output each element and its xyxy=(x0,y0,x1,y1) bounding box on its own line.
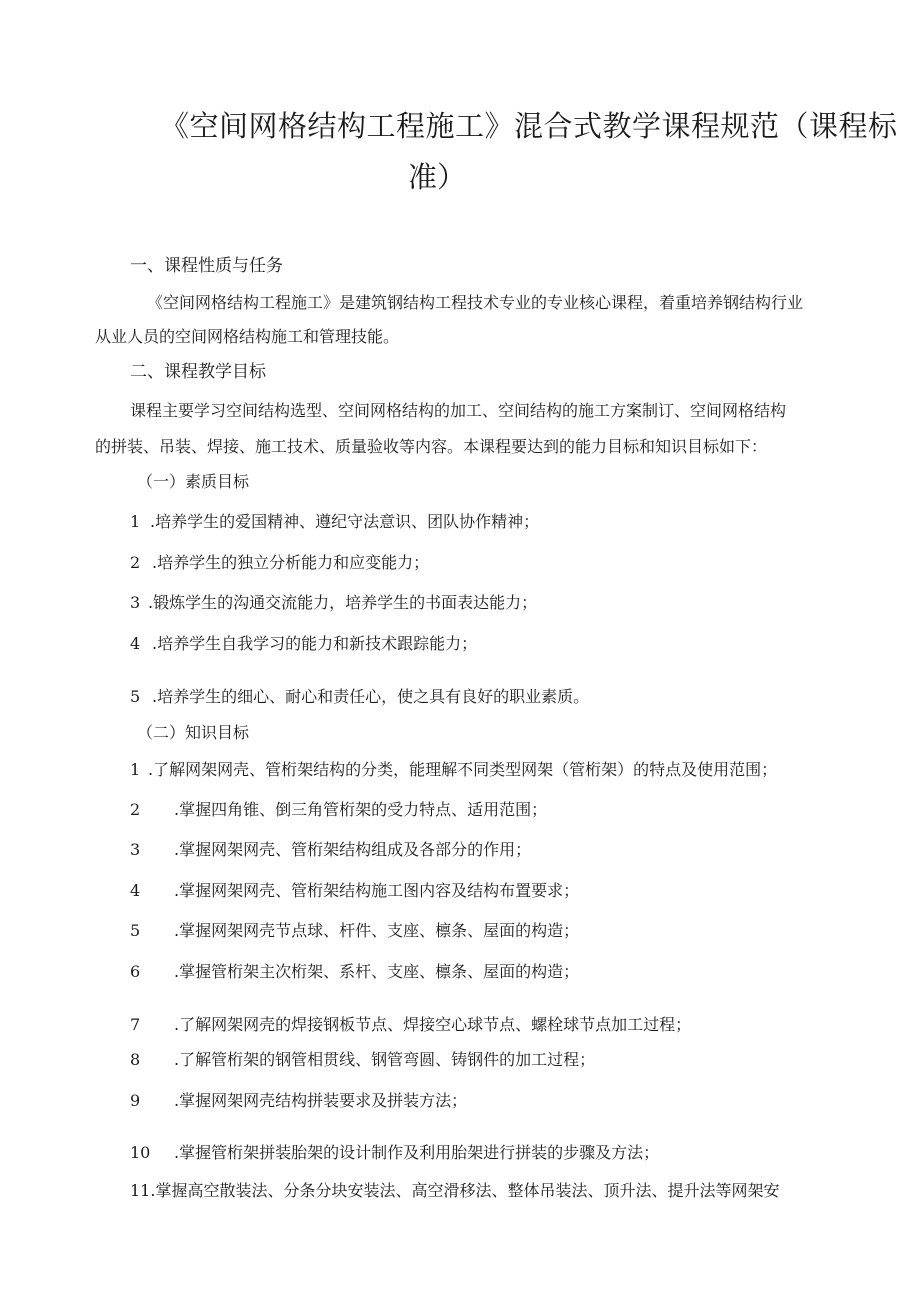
paragraph-objectives-line2: 的拼装、吊装、焊接、施工技术、质量验收等内容。本课程要达到的能力目标和知识目标如下： xyxy=(95,437,768,456)
list-item xyxy=(130,881,579,901)
list-item-number: 2 xyxy=(130,553,141,572)
list-item-text: .了解管桁架的钢管相贯线、钢管弯圆、铸钢件的加工过程； xyxy=(174,1050,596,1069)
paragraph-nature-line1: 《空间网格结构工程施工》是建筑钢结构工程技术专业的专业核心课程，着重培养钢结构行业 xyxy=(147,293,804,312)
list-item-number: 1 xyxy=(130,760,141,779)
list-item xyxy=(130,1015,691,1035)
list-item-text: .掌握网架网壳结构拼装要求及拼装方法； xyxy=(174,1091,468,1110)
list-item-text: .了解网架网壳、管桁架结构的分类，能理解不同类型网架（管桁架）的特点及使用范围； xyxy=(148,760,778,779)
list-item-number: 7 xyxy=(130,1015,141,1034)
list-item-number: 3 xyxy=(130,840,141,859)
list-item xyxy=(130,1050,595,1070)
list-item-text: .培养学生的细心、耐心和责任心，使之具有良好的职业素质。 xyxy=(152,687,590,706)
list-item xyxy=(130,800,547,820)
list-item-text: .掌握网架网壳、管桁架结构施工图内容及结构布置要求； xyxy=(174,881,580,900)
list-item xyxy=(130,760,777,780)
list-item-number: 6 xyxy=(130,962,141,981)
section-heading-nature: 一、课程性质与任务 xyxy=(130,256,283,276)
subheading-quality-goals: （一）素质目标 xyxy=(137,472,250,491)
list-item-text: .掌握网架网壳、管桁架结构组成及各部分的作用； xyxy=(174,840,532,859)
list-item-number: 4 xyxy=(130,634,141,653)
list-item xyxy=(130,962,579,982)
list-item-number: 10 xyxy=(130,1143,151,1162)
list-item-text: .培养学生自我学习的能力和新技术跟踪能力； xyxy=(152,634,478,653)
list-item-number: 11. xyxy=(130,1181,156,1200)
list-item-number: 4 xyxy=(130,881,141,900)
subheading-knowledge-goals: （二）知识目标 xyxy=(137,723,250,742)
list-item-number: 9 xyxy=(130,1091,141,1110)
list-item xyxy=(130,634,477,654)
list-item xyxy=(130,593,537,613)
list-item-text: .培养学生的爱国精神、遵纪守法意识、团队协作精神； xyxy=(150,512,540,531)
section-heading-objectives: 二、课程教学目标 xyxy=(130,362,266,382)
list-item-text: .掌握管桁架主次桁架、系杆、支座、檩条、屋面的构造； xyxy=(174,962,580,981)
list-item-number: 1 xyxy=(130,512,141,531)
list-item xyxy=(130,512,539,532)
list-item xyxy=(130,1143,659,1163)
list-item xyxy=(130,1181,779,1201)
list-item xyxy=(130,687,589,707)
list-item-text: .掌握网架网壳节点球、杆件、支座、檩条、屋面的构造； xyxy=(174,921,580,940)
paragraph-objectives-line1: 课程主要学习空间结构选型、空间网格结构的加工、空间结构的施工方案制订、空间网格结构 xyxy=(130,401,787,420)
list-item-number: 8 xyxy=(130,1050,141,1069)
list-item-number: 5 xyxy=(130,921,141,940)
list-item-text: .锻炼学生的沟通交流能力，培养学生的书面表达能力； xyxy=(148,593,538,612)
list-item xyxy=(130,921,579,941)
list-item-text: .培养学生的独立分析能力和应变能力； xyxy=(152,553,430,572)
list-item-text: .掌握管桁架拼装胎架的设计制作及利用胎架进行拼装的步骤及方法； xyxy=(174,1143,660,1162)
list-item-number: 3 xyxy=(130,593,141,612)
list-item-text: 掌握高空散装法、分条分块安装法、高空滑移法、整体吊装法、顶升法、提升法等网架安 xyxy=(155,1181,780,1200)
list-item xyxy=(130,1091,467,1111)
list-item-text: .掌握四角锥、倒三角管桁架的受力特点、适用范围； xyxy=(174,800,548,819)
paragraph-nature-line2: 从业人员的空间网格结构施工和管理技能。 xyxy=(95,327,400,346)
list-item-number: 5 xyxy=(130,687,141,706)
document-title-line2: 准） xyxy=(408,160,467,194)
list-item xyxy=(130,553,429,573)
document-title-line1: 《空间网格结构工程施工》混合式教学课程规范（课程标 xyxy=(160,109,898,143)
list-item-number: 2 xyxy=(130,800,141,819)
list-item-text: .了解网架网壳的焊接钢板节点、焊接空心球节点、螺栓球节点加工过程； xyxy=(174,1015,692,1034)
list-item xyxy=(130,840,531,860)
